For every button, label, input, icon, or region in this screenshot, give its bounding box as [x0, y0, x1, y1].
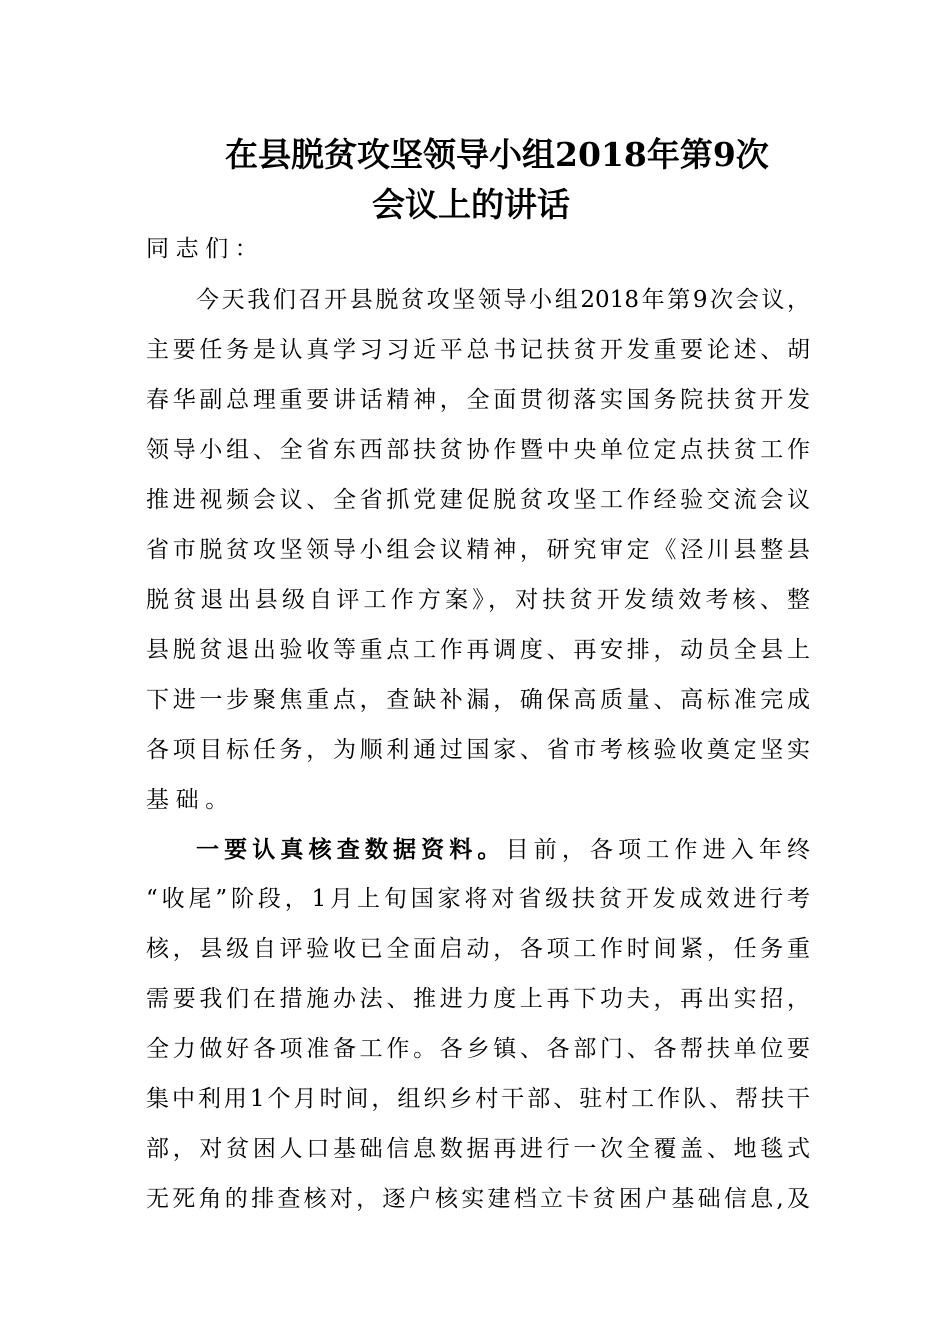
paragraph-2-line: “收尾”阶段，1月上旬国家将对省级扶贫开发成效进行考 — [146, 886, 810, 912]
paragraph-2-line: 无死角的排查核对，逐户核实建档立卡贫困户基础信息,及 — [146, 1186, 810, 1212]
paragraph-2-line: 部，对贫困人口基础信息数据再进行一次全覆盖、地毯式 — [146, 1136, 810, 1162]
paragraph-2-heading: 一要认真核查数据资料。 — [196, 836, 506, 863]
paragraph-1-line: 基础。 — [146, 787, 235, 813]
document-title-line-1: 在县脱贫攻坚领导小组2018年第9次 — [225, 135, 769, 174]
paragraph-1-line: 今天我们召开县脱贫攻坚领导小组2018年第9次会议， — [196, 287, 810, 313]
paragraph-2-line: 需要我们在措施办法、推进力度上再下功夫，再出实招， — [146, 986, 810, 1012]
paragraph-2-line: 核，县级自评验收已全面启动，各项工作时间紧，任务重 — [146, 936, 810, 962]
paragraph-1-line: 春华副总理重要讲话精神，全面贯彻落实国务院扶贫开发 — [146, 387, 810, 413]
paragraph-1-line: 主要任务是认真学习习近平总书记扶贫开发重要论述、胡 — [146, 337, 810, 363]
paragraph-1-line: 下进一步聚焦重点，查缺补漏，确保高质量、高标准完成 — [146, 687, 810, 713]
salutation: 同志们： — [146, 236, 265, 262]
paragraph-1-line: 脱贫退出县级自评工作方案》，对扶贫开发绩效考核、整 — [146, 587, 810, 613]
paragraph-1-line: 推进视频会议、全省抓党建促脱贫攻坚工作经验交流会议 — [146, 487, 810, 513]
paragraph-1-line: 各项目标任务，为顺利通过国家、省市考核验收奠定坚实 — [146, 737, 810, 763]
paragraph-2-line: 集中利用1个月时间，组织乡村干部、驻村工作队、帮扶干 — [146, 1086, 810, 1112]
paragraph-1-line: 县脱贫退出验收等重点工作再调度、再安排，动员全县上 — [146, 637, 810, 663]
paragraph-2-line: 全力做好各项准备工作。各乡镇、各部门、各帮扶单位要 — [146, 1036, 810, 1062]
paragraph-2-first-line — [196, 838, 810, 862]
paragraph-1-line: 省市脱贫攻坚领导小组会议精神，研究审定《泾川县整县 — [146, 537, 810, 563]
document-title-line-2: 会议上的讲话 — [372, 185, 570, 224]
paragraph-2-first-rest: 目前，各项工作进入年终 — [505, 837, 811, 863]
paragraph-1-line: 领导小组、全省东西部扶贫协作暨中央单位定点扶贫工作 — [146, 437, 810, 463]
